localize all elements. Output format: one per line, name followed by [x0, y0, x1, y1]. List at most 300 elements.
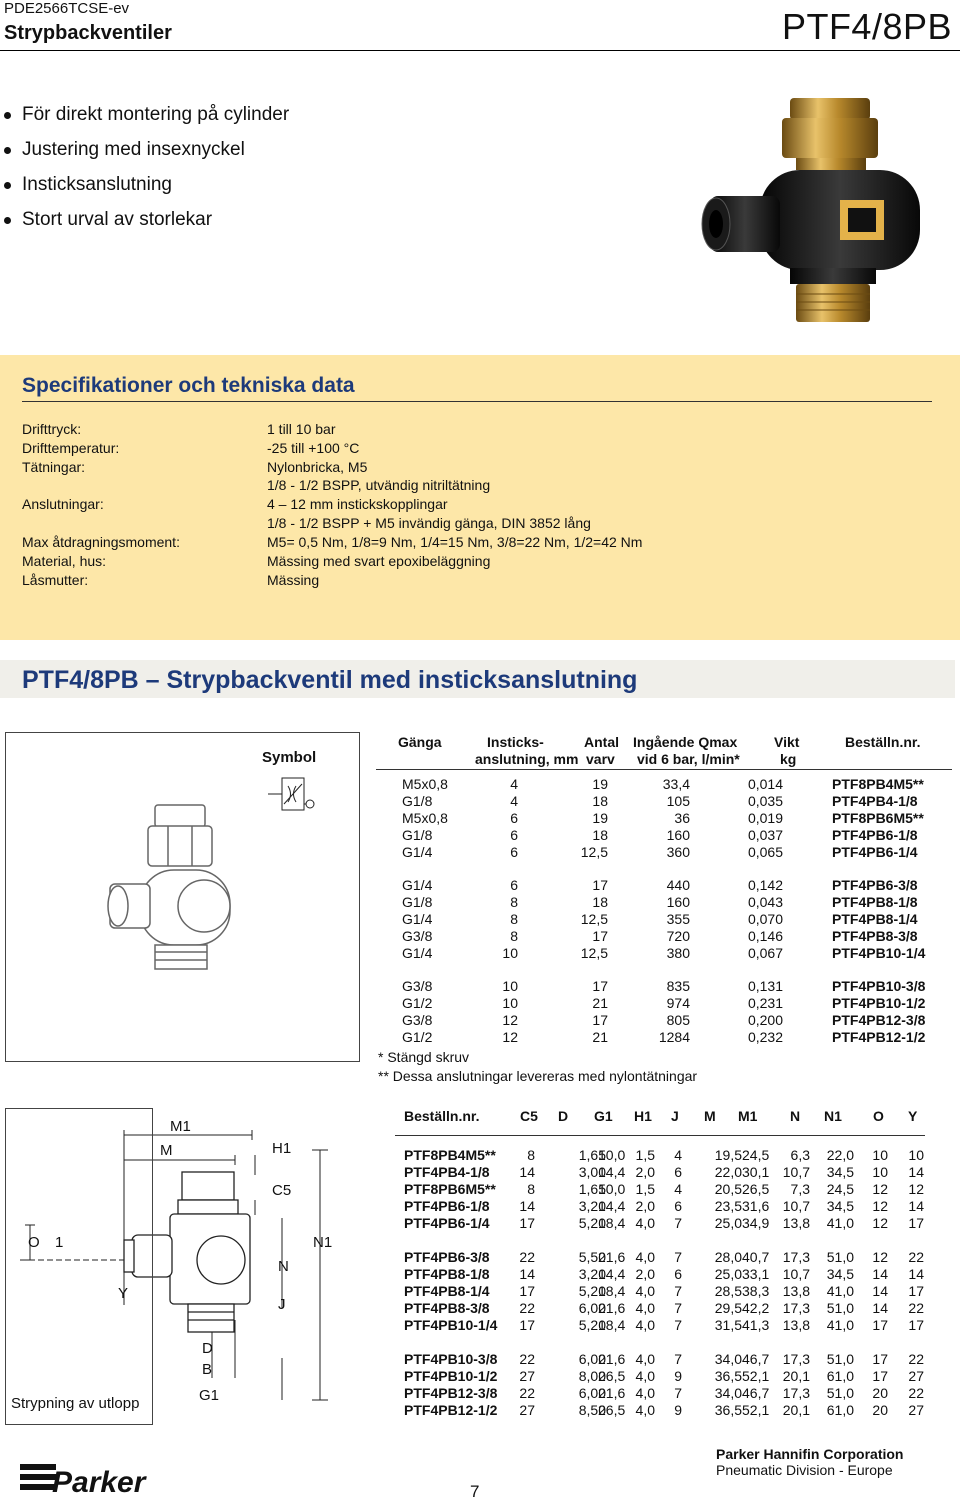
- spec-value: 1/8 - 1/2 BSPP + M5 invändig gänga, DIN 3852 lång: [267, 515, 591, 531]
- dimension-cell: 4,0: [635, 1368, 655, 1384]
- col-header-order-no: Beställn.nr.: [845, 734, 921, 750]
- dimension-cell: 10,7: [782, 1198, 810, 1214]
- outlet-throttling-panel: [5, 1108, 153, 1425]
- dimension-cell: 17: [908, 1317, 924, 1333]
- col-header-push-in: Insticks-: [487, 734, 544, 750]
- document-code: PDE2566TCSE-ev: [4, 0, 130, 17]
- dimension-cell: 2,0: [635, 1164, 655, 1180]
- col-header-turns: Antal: [584, 734, 619, 750]
- header-rule: [0, 50, 960, 51]
- dimension-cell: 27: [908, 1368, 924, 1384]
- dimension-cell: 10,7: [782, 1266, 810, 1282]
- dimension-cell: 14: [872, 1266, 888, 1282]
- dimension-cell: 36,5: [714, 1368, 742, 1384]
- dimension-cell: 13,8: [782, 1317, 810, 1333]
- order-number-cell: PTF8PB4M5**: [832, 776, 924, 792]
- order-number-cell: PTF4PB10-1/2: [832, 995, 926, 1011]
- table1-cell: G3/8: [402, 1012, 433, 1028]
- order-number-cell: PTF4PB8-1/8: [404, 1266, 490, 1282]
- order-number-cell: PTF4PB8-1/4: [832, 911, 918, 927]
- dimension-cell: 17,3: [782, 1300, 810, 1316]
- col-header-weight: Vikt: [774, 734, 800, 750]
- dimension-cell: 22: [519, 1249, 535, 1265]
- dimension-cell: 38,3: [742, 1283, 770, 1299]
- dimension-cell: 4,0: [635, 1283, 655, 1299]
- dimension-cell: 41,0: [826, 1215, 854, 1231]
- spec-value: 1/8 - 1/2 BSPP, utvändig nitriltätning: [267, 477, 491, 493]
- order-number-cell: PTF4PB12-1/2: [404, 1402, 498, 1418]
- dimension-cell: 27: [519, 1402, 535, 1418]
- dimension-cell: 8,00: [578, 1368, 606, 1384]
- dimension-cell: 20,5: [714, 1181, 742, 1197]
- table2-rule: [395, 1135, 925, 1136]
- valve-drawing: [100, 800, 250, 975]
- dimension-cell: 51,0: [826, 1249, 854, 1265]
- order-number-cell: PTF8PB6M5**: [404, 1181, 496, 1197]
- dimension-cell: 51,0: [826, 1300, 854, 1316]
- table1-cell: 8: [510, 928, 518, 944]
- dimension-cell: 4,0: [635, 1317, 655, 1333]
- order-number-cell: PTF4PB10-1/4: [404, 1317, 498, 1333]
- footer-company: Parker Hannifin Corporation: [716, 1446, 904, 1462]
- table1-cell: 0,065: [747, 844, 783, 860]
- table1-cell: G1/4: [402, 911, 433, 927]
- table1-cell: 0,131: [747, 978, 783, 994]
- dimension-cell: 22,0: [714, 1164, 742, 1180]
- table1-cell: 974: [666, 995, 690, 1011]
- table2-col-header: Y: [908, 1108, 918, 1124]
- table1-cell: 8: [510, 911, 518, 927]
- table2-col-header: C5: [520, 1108, 538, 1124]
- table1-cell: 805: [666, 1012, 690, 1028]
- dimension-cell: 4,0: [635, 1402, 655, 1418]
- dimension-cell: 8: [527, 1147, 535, 1163]
- dimension-cell: 3,00: [578, 1164, 606, 1180]
- table1-cell: 12,5: [580, 945, 608, 961]
- table1-cell: 0,146: [747, 928, 783, 944]
- dimension-cell: 34,0: [714, 1385, 742, 1401]
- flow-control-symbol: [268, 776, 316, 812]
- dimension-cell: 5,20: [578, 1283, 606, 1299]
- table2-col-header: N: [790, 1108, 801, 1124]
- table2-col-header: J: [671, 1108, 679, 1124]
- dimension-cell: 17: [908, 1215, 924, 1231]
- spec-value: M5= 0,5 Nm, 1/8=9 Nm, 1/4=15 Nm, 3/8=22 Nm, 1/2=42 Nm: [267, 534, 643, 550]
- spec-value: -25 till +100 °C: [267, 440, 360, 456]
- parker-logo: [20, 1458, 150, 1498]
- spec-value: Mässing med svart epoxibeläggning: [267, 553, 491, 569]
- table1-cell: 21: [592, 995, 608, 1011]
- table1-cell: 360: [666, 844, 690, 860]
- table1-cell: 6: [510, 827, 518, 843]
- table1-cell: M5x0,8: [402, 776, 448, 792]
- table2-col-header: M: [704, 1108, 716, 1124]
- table1-cell: 0,037: [747, 827, 783, 843]
- dimension-cell: 20,1: [782, 1402, 810, 1418]
- table1-cell: 18: [592, 894, 608, 910]
- dimension-cell: 52,1: [742, 1402, 770, 1418]
- table1-cell: 10: [502, 995, 518, 1011]
- col-header-weight-sub: kg: [780, 751, 797, 767]
- dimension-cell: 25,0: [714, 1215, 742, 1231]
- table1-cell: 0,043: [747, 894, 783, 910]
- dimension-cell: 61,0: [826, 1402, 854, 1418]
- table1-cell: 6: [510, 810, 518, 826]
- order-number-cell: PTF4PB12-3/8: [404, 1385, 498, 1401]
- dimension-cell: 27: [908, 1402, 924, 1418]
- dimension-cell: 7: [674, 1300, 682, 1316]
- dimension-cell: 33,1: [742, 1266, 770, 1282]
- order-number-cell: PTF4PB8-1/8: [832, 894, 918, 910]
- table1-cell: 355: [666, 911, 690, 927]
- dimension-cell: 10: [872, 1164, 888, 1180]
- dimension-cell: 17: [872, 1368, 888, 1384]
- dim-label: M1: [170, 1118, 191, 1135]
- dimension-cell: 14: [519, 1198, 535, 1214]
- order-number-cell: PTF8PB6M5**: [832, 810, 924, 826]
- dimension-cell: 51,0: [826, 1351, 854, 1367]
- dimension-cell: 12: [872, 1249, 888, 1265]
- table1-cell: 835: [666, 978, 690, 994]
- dimension-cell: 14: [908, 1198, 924, 1214]
- dimension-cell: 6: [674, 1198, 682, 1214]
- table1-cell: 0,019: [747, 810, 783, 826]
- dimension-cell: 24,5: [826, 1181, 854, 1197]
- table2-col-header: N1: [824, 1108, 842, 1124]
- dim-label: B: [202, 1361, 213, 1378]
- section-title: PTF4/8PB – Strypbackventil med insticksanslutning: [22, 666, 638, 694]
- order-number-cell: PTF4PB6-3/8: [404, 1249, 490, 1265]
- table1-cell: 17: [592, 978, 608, 994]
- dimension-cell: 14,4: [598, 1198, 626, 1214]
- table1-cell: 19: [592, 810, 608, 826]
- dimension-cell: 22: [908, 1300, 924, 1316]
- order-number-cell: PTF4PB10-3/8: [832, 978, 926, 994]
- dimension-cell: 10: [908, 1147, 924, 1163]
- table1-cell: 12,5: [580, 844, 608, 860]
- col-header-turns-sub: varv: [586, 751, 615, 767]
- dimension-cell: 26,5: [598, 1402, 626, 1418]
- spec-label: Max åtdragningsmoment:: [22, 534, 180, 550]
- dim-label: 1: [55, 1234, 64, 1251]
- dimension-cell: 10,0: [598, 1181, 626, 1197]
- dimension-cell: 14: [908, 1164, 924, 1180]
- dimension-cell: 22: [519, 1385, 535, 1401]
- spec-value: Nylonbricka, M5: [267, 459, 368, 475]
- dimension-cell: 3,20: [578, 1198, 606, 1214]
- dimension-cell: 4: [674, 1181, 682, 1197]
- feature-list: [4, 103, 289, 243]
- dimension-cell: 41,0: [826, 1317, 854, 1333]
- table1-cell: 4: [510, 776, 518, 792]
- order-number-cell: PTF4PB4-1/8: [404, 1164, 490, 1180]
- dimension-cell: 20,1: [782, 1368, 810, 1384]
- table2-col-header: O: [873, 1108, 884, 1124]
- spec-value: 1 till 10 bar: [267, 421, 336, 437]
- dimension-cell: 25,0: [714, 1266, 742, 1282]
- dimension-cell: 14: [519, 1164, 535, 1180]
- spec-value: Mässing: [267, 572, 320, 588]
- dimension-cell: 23,5: [714, 1198, 742, 1214]
- table1-cell: G1/4: [402, 945, 433, 961]
- table1-cell: 0,142: [747, 877, 783, 893]
- dimension-cell: 52,1: [742, 1368, 770, 1384]
- dim-label: C5: [272, 1182, 292, 1199]
- order-number-cell: PTF4PB6-1/4: [832, 844, 918, 860]
- dimension-cell: 7: [674, 1283, 682, 1299]
- dimension-cell: 46,7: [742, 1351, 770, 1367]
- table1-cell: 18: [592, 827, 608, 843]
- table1-cell: 17: [592, 877, 608, 893]
- spec-value: 4 – 12 mm instickskopplingar: [267, 496, 448, 512]
- dimension-cell: 21,6: [598, 1300, 626, 1316]
- table1-cell: 160: [666, 894, 690, 910]
- table1-cell: 18: [592, 793, 608, 809]
- table1-cell: 33,4: [662, 776, 690, 792]
- table1-cell: 0,014: [747, 776, 783, 792]
- dimension-cell: 4,0: [635, 1249, 655, 1265]
- dimension-cell: 36,5: [714, 1402, 742, 1418]
- dimension-cell: 20: [872, 1385, 888, 1401]
- dimension-cell: 7: [674, 1215, 682, 1231]
- dimension-cell: 6,00: [578, 1385, 606, 1401]
- dimension-cell: 61,0: [826, 1368, 854, 1384]
- dimension-cell: 14: [908, 1266, 924, 1282]
- dimension-cell: 21,6: [598, 1351, 626, 1367]
- table1-cell: 4: [510, 793, 518, 809]
- dim-label: N1: [313, 1234, 333, 1251]
- dimension-cell: 21,6: [598, 1249, 626, 1265]
- spec-label: Tätningar:: [22, 459, 86, 475]
- dimension-cell: 10: [872, 1147, 888, 1163]
- dim-label: D: [202, 1340, 213, 1357]
- dimension-cell: 13,8: [782, 1283, 810, 1299]
- dimension-cell: 4: [674, 1147, 682, 1163]
- table1-cell: G3/8: [402, 928, 433, 944]
- dimension-cell: 41,3: [742, 1317, 770, 1333]
- product-title: PTF4/8PB: [781, 6, 952, 47]
- col-header-flow: Ingående Qmax: [633, 734, 738, 750]
- dimension-cell: 28,0: [714, 1249, 742, 1265]
- spec-rule: [22, 401, 932, 402]
- table1-cell: 19: [592, 776, 608, 792]
- dimension-cell: 27: [519, 1368, 535, 1384]
- table1-cell: G1/8: [402, 793, 433, 809]
- dimension-cell: 18,4: [598, 1317, 626, 1333]
- order-number-cell: PTF4PB6-3/8: [832, 877, 918, 893]
- dimension-cell: 17,3: [782, 1385, 810, 1401]
- order-number-cell: PTF4PB6-1/8: [404, 1198, 490, 1214]
- dimension-cell: 14,4: [598, 1266, 626, 1282]
- feature-item: Justering med insexnyckel: [4, 138, 289, 173]
- col-header-flow-sub: vid 6 bar, l/min*: [637, 751, 740, 767]
- dimension-cell: 2,0: [635, 1266, 655, 1282]
- table2-col-header: G1: [594, 1108, 613, 1124]
- table1-cell: 1284: [658, 1029, 690, 1045]
- dimension-cell: 1,65: [578, 1147, 606, 1163]
- dimension-cell: 22,0: [826, 1147, 854, 1163]
- dimension-cell: 28,5: [714, 1283, 742, 1299]
- order-number-cell: PTF4PB8-3/8: [404, 1300, 490, 1316]
- product-photo: [700, 88, 950, 328]
- order-number-cell: PTF4PB6-1/4: [404, 1215, 490, 1231]
- dimension-cell: 12: [872, 1198, 888, 1214]
- table1-cell: 10: [502, 945, 518, 961]
- dimension-cell: 10,7: [782, 1164, 810, 1180]
- dimension-cell: 31,6: [742, 1198, 770, 1214]
- dimension-cell: 30,1: [742, 1164, 770, 1180]
- spec-label: Drifttemperatur:: [22, 440, 120, 456]
- col-header-push-in-sub: anslutning, mm: [475, 751, 579, 767]
- dimension-cell: 4,0: [635, 1351, 655, 1367]
- table1-cell: 8: [510, 894, 518, 910]
- dimension-cell: 10,0: [598, 1147, 626, 1163]
- table1-cell: 0,200: [747, 1012, 783, 1028]
- dimension-cell: 7,3: [790, 1181, 810, 1197]
- table1-cell: 12: [502, 1012, 518, 1028]
- table1-cell: 0,231: [747, 995, 783, 1011]
- dimension-cell: 22: [908, 1351, 924, 1367]
- table1-cell: G3/8: [402, 978, 433, 994]
- order-number-cell: PTF4PB8-3/8: [832, 928, 918, 944]
- dimension-cell: 4,0: [635, 1300, 655, 1316]
- dimension-cell: 14: [872, 1283, 888, 1299]
- dimension-cell: 17,3: [782, 1249, 810, 1265]
- panel-caption: Strypning av utlopp: [11, 1395, 140, 1412]
- dim-label: H1: [272, 1140, 292, 1157]
- dimension-cell: 31,5: [714, 1317, 742, 1333]
- dimension-cell: 34,5: [826, 1266, 854, 1282]
- dimension-cell: 6,00: [578, 1300, 606, 1316]
- dimension-cell: 24,5: [742, 1147, 770, 1163]
- table-note: ** Dessa anslutningar levereras med nylontätningar: [378, 1068, 698, 1084]
- dimension-cell: 3,20: [578, 1266, 606, 1282]
- table2-col-header: M1: [738, 1108, 758, 1124]
- table1-cell: G1/2: [402, 995, 433, 1011]
- dimension-cell: 14: [872, 1300, 888, 1316]
- order-number-cell: PTF4PB12-1/2: [832, 1029, 926, 1045]
- dimension-cell: 17: [872, 1351, 888, 1367]
- dimension-cell: 6: [674, 1164, 682, 1180]
- dimension-cell: 51,0: [826, 1385, 854, 1401]
- dimension-cell: 17,3: [782, 1351, 810, 1367]
- dimension-cell: 22: [519, 1300, 535, 1316]
- table1-cell: 36: [674, 810, 690, 826]
- table1-cell: 105: [666, 793, 690, 809]
- table1-cell: 17: [592, 1012, 608, 1028]
- dimension-cell: 14: [519, 1266, 535, 1282]
- dim-label: N: [278, 1258, 289, 1275]
- dimension-cell: 29,5: [714, 1300, 742, 1316]
- dimension-cell: 4,0: [635, 1215, 655, 1231]
- dimension-cell: 9: [674, 1402, 682, 1418]
- dimension-cell: 22: [519, 1351, 535, 1367]
- order-number-cell: PTF4PB12-3/8: [832, 1012, 926, 1028]
- table1-cell: 10: [502, 978, 518, 994]
- dimension-cell: 40,7: [742, 1249, 770, 1265]
- order-number-cell: PTF4PB10-1/2: [404, 1368, 498, 1384]
- order-number-cell: PTF4PB8-1/4: [404, 1283, 490, 1299]
- table1-cell: G1/8: [402, 894, 433, 910]
- dimension-cell: 8: [527, 1181, 535, 1197]
- table1-cell: 0,232: [747, 1029, 783, 1045]
- table2-col-header: D: [558, 1108, 569, 1124]
- spec-label: Drifttryck:: [22, 421, 82, 437]
- dimension-cell: 26,5: [742, 1181, 770, 1197]
- dimension-cell: 7: [674, 1351, 682, 1367]
- table1-cell: 0,035: [747, 793, 783, 809]
- dimension-cell: 19,5: [714, 1147, 742, 1163]
- feature-item: Stort urval av storlekar: [4, 208, 289, 243]
- dimension-cell: 34,0: [714, 1351, 742, 1367]
- order-number-cell: PTF8PB4M5**: [404, 1147, 496, 1163]
- dimension-cell: 1,5: [635, 1181, 655, 1197]
- dimension-cell: 41,0: [826, 1283, 854, 1299]
- dim-label: Y: [118, 1285, 129, 1302]
- table1-cell: 6: [510, 844, 518, 860]
- order-number-cell: PTF4PB4-1/8: [832, 793, 918, 809]
- table1-cell: 17: [592, 928, 608, 944]
- dimension-cell: 34,5: [826, 1198, 854, 1214]
- table1-cell: G1/8: [402, 827, 433, 843]
- dimension-cell: 17: [872, 1317, 888, 1333]
- table1-cell: 0,067: [747, 945, 783, 961]
- dim-label: O: [28, 1234, 40, 1251]
- dimension-cell: 5,20: [578, 1317, 606, 1333]
- dimension-cell: 7: [674, 1317, 682, 1333]
- dimension-cell: 1,5: [635, 1147, 655, 1163]
- dimension-cell: 5,50: [578, 1249, 606, 1265]
- table1-cell: 160: [666, 827, 690, 843]
- dimension-cell: 12: [872, 1181, 888, 1197]
- table1-cell: 0,070: [747, 911, 783, 927]
- feature-item: Insticksanslutning: [4, 173, 289, 208]
- dimension-cell: 7: [674, 1385, 682, 1401]
- table1-cell: M5x0,8: [402, 810, 448, 826]
- table2-col-header: Beställn.nr.: [404, 1108, 480, 1124]
- dimension-cell: 17: [519, 1317, 535, 1333]
- spec-label: Anslutningar:: [22, 496, 104, 512]
- dimension-cell: 17: [908, 1283, 924, 1299]
- dimension-cell: 2,0: [635, 1198, 655, 1214]
- table1-cell: 380: [666, 945, 690, 961]
- dimension-cell: 13,8: [782, 1215, 810, 1231]
- dimension-cell: 46,7: [742, 1385, 770, 1401]
- table1-cell: 720: [666, 928, 690, 944]
- dim-label: M: [160, 1142, 173, 1159]
- col-header-thread: Gänga: [398, 734, 442, 750]
- dimension-cell: 6,3: [790, 1147, 810, 1163]
- table1-cell: 12: [502, 1029, 518, 1045]
- dimension-cell: 18,4: [598, 1283, 626, 1299]
- order-number-cell: PTF4PB10-1/4: [832, 945, 926, 961]
- table2-col-header: H1: [634, 1108, 652, 1124]
- order-number-cell: PTF4PB10-3/8: [404, 1351, 498, 1367]
- dimension-cell: 4,0: [635, 1385, 655, 1401]
- table1-rule: [376, 769, 952, 770]
- brand-wordmark: Parker: [52, 1466, 146, 1498]
- table1-cell: G1/2: [402, 1029, 433, 1045]
- order-number-cell: PTF4PB6-1/8: [832, 827, 918, 843]
- dimension-cell: 9: [674, 1368, 682, 1384]
- spec-label: Låsmutter:: [22, 572, 89, 588]
- table1-cell: G1/4: [402, 877, 433, 893]
- footer-division: Pneumatic Division - Europe: [716, 1462, 893, 1478]
- dimension-cell: 7: [674, 1249, 682, 1265]
- table-note: * Stängd skruv: [378, 1049, 470, 1065]
- feature-item: För direkt montering på cylinder: [4, 103, 289, 138]
- spec-title: Specifikationer och tekniska data: [22, 374, 355, 397]
